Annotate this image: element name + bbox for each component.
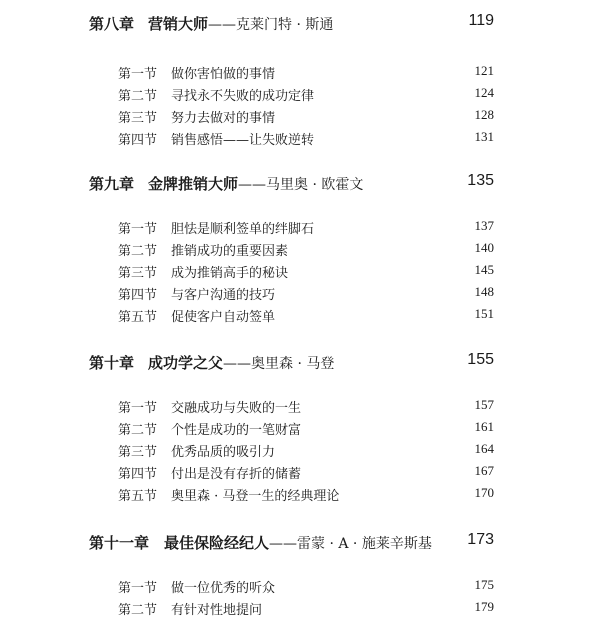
toc-entry[interactable] [0, 281, 600, 303]
chapter-title [148, 352, 334, 373]
section-title: 与客户沟通的技巧 [171, 288, 276, 303]
section-title: 成为推销高手的秘诀 [171, 266, 289, 281]
chapter-title-text: 营销大师 [148, 15, 209, 33]
section-title: 寻找永不失败的成功定律 [171, 89, 315, 104]
toc-entry[interactable] [0, 482, 600, 504]
chapter-person: ——奥里森 · 马登 [223, 356, 335, 372]
section-number: 第四节 [118, 467, 158, 482]
section-number: 第三节 [118, 445, 158, 460]
section-number: 第一节 [118, 581, 158, 596]
toc-entry[interactable] [0, 259, 600, 281]
section-page-number: 170 [474, 485, 494, 500]
section-number: 第五节 [118, 310, 158, 325]
section-title: 促使客户自动签单 [171, 310, 276, 325]
chapter-person: ——马里奥 · 欧霍文 [238, 177, 364, 193]
section-page-number: 148 [474, 284, 494, 299]
section-page-number: 124 [474, 85, 494, 100]
section-title: 付出是没有存折的储蓄 [171, 467, 302, 482]
chapter-heading[interactable] [0, 529, 600, 555]
section-page-number: 161 [474, 419, 494, 434]
section-page-number: 145 [474, 262, 494, 277]
toc-entry[interactable] [0, 394, 600, 416]
section-number: 第一节 [118, 67, 158, 82]
section-page-number: 137 [474, 218, 494, 233]
toc-entry[interactable] [0, 126, 600, 148]
section-number: 第一节 [118, 401, 158, 416]
section-page-number: 157 [474, 397, 494, 412]
section-number: 第三节 [118, 111, 158, 126]
chapter-page-number: 135 [467, 172, 494, 189]
section-page-number: 179 [474, 599, 494, 614]
section-number: 第二节 [118, 89, 158, 104]
chapter-title-text: 金牌推销大师 [148, 175, 239, 193]
chapter-page-number: 155 [467, 351, 494, 368]
chapter-page-number: 173 [467, 531, 494, 548]
chapter-title [148, 13, 333, 34]
chapter-heading[interactable] [0, 170, 600, 196]
section-number: 第四节 [118, 288, 158, 303]
toc-entry[interactable] [0, 596, 600, 618]
chapter-number: 第十章 [89, 354, 135, 372]
section-title: 胆怯是顺利签单的绊脚石 [171, 222, 315, 237]
section-title: 销售感悟——让失败逆转 [171, 133, 315, 148]
chapter-title [164, 532, 432, 553]
chapter-title-text: 最佳保险经纪人 [164, 534, 270, 552]
toc-entry[interactable] [0, 416, 600, 438]
section-number: 第四节 [118, 133, 158, 148]
section-number: 第二节 [118, 423, 158, 438]
chapter-number: 第八章 [89, 15, 135, 33]
toc-entry[interactable] [0, 104, 600, 126]
section-page-number: 131 [474, 129, 494, 144]
section-page-number: 175 [474, 577, 494, 592]
toc-entry[interactable] [0, 82, 600, 104]
chapter-title [148, 173, 363, 194]
chapter-heading[interactable] [0, 10, 600, 36]
section-title: 努力去做对的事情 [171, 111, 276, 126]
toc-entry[interactable] [0, 215, 600, 237]
toc-entry[interactable] [0, 574, 600, 596]
section-number: 第二节 [118, 603, 158, 618]
section-title: 交融成功与失败的一生 [171, 401, 302, 416]
section-number: 第一节 [118, 222, 158, 237]
section-title: 个性是成功的一笔财富 [171, 423, 302, 438]
chapter-number: 第十一章 [89, 534, 150, 552]
chapter-person: ——雷蒙 · A · 施莱辛斯基 [269, 536, 432, 552]
section-title: 奥里森 · 马登一生的经典理论 [171, 489, 340, 504]
chapter-heading[interactable] [0, 349, 600, 375]
section-title: 做一位优秀的听众 [171, 581, 276, 596]
toc-entry[interactable] [0, 303, 600, 325]
section-number: 第三节 [118, 266, 158, 281]
section-title: 做你害怕做的事情 [171, 67, 276, 82]
toc-entry[interactable] [0, 460, 600, 482]
toc-entry[interactable] [0, 237, 600, 259]
chapter-number: 第九章 [89, 175, 135, 193]
section-page-number: 140 [474, 240, 494, 255]
toc-entry[interactable] [0, 438, 600, 460]
section-page-number: 164 [474, 441, 494, 456]
chapter-title-text: 成功学之父 [148, 354, 224, 372]
section-page-number: 151 [474, 306, 494, 321]
section-title: 推销成功的重要因素 [171, 244, 289, 259]
section-title: 有针对性地提问 [171, 603, 263, 618]
section-number: 第二节 [118, 244, 158, 259]
section-page-number: 167 [474, 463, 494, 478]
toc-entry[interactable] [0, 60, 600, 82]
chapter-person: ——克莱门特 · 斯通 [208, 17, 334, 33]
section-page-number: 128 [474, 107, 494, 122]
section-number: 第五节 [118, 489, 158, 504]
section-title: 优秀品质的吸引力 [171, 445, 276, 460]
section-page-number: 121 [474, 63, 494, 78]
chapter-page-number: 119 [468, 12, 494, 29]
